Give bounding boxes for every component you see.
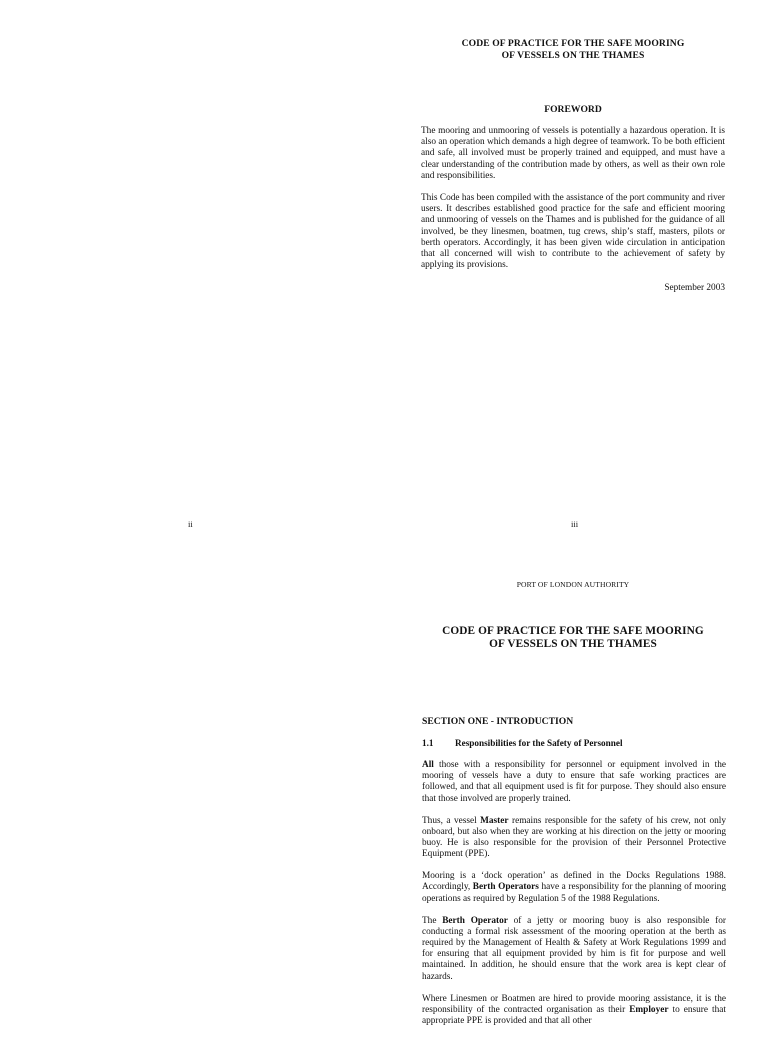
body-bold-term: Master bbox=[480, 815, 509, 826]
document-title bbox=[421, 38, 725, 61]
section-body bbox=[422, 760, 726, 1038]
main-title bbox=[421, 625, 725, 651]
body-text: of a jetty or mooring buoy is also responsible for conducting a formal risk assessment of the mooring operation at the berth as required by the Management of Health & Safety at Work Regulations 1999 and for ensuring that all equipment provided by him is fit for purpose and well maintained. In addition, he should ensure that the work area is kept clear of hazards. bbox=[422, 915, 727, 982]
body-text: remains responsible for the safety of his crew, not only onboard, but also when they are working at his direction on the jetty or mooring buoy. He is also responsible for the provision of their Personnel Protective Equipment (PPE). bbox=[422, 815, 726, 860]
foreword-paragraph-2: This Code has been compiled with the assistance of the port community and river users. It describes established good practice for the safe and efficient mooring and unmooring of vessels on the Thames and is published for the guidance of all involved, be they linesmen, boatmen, tug crews, ship’s staff, masters, pilots or berth operators. Accordingly, it has been given wide circulation in anticipation that all concerned will wish to contribute to the achievement of safety by applying its provisions. bbox=[421, 193, 725, 271]
body-bold-term: All bbox=[422, 760, 434, 770]
body-text: Mooring is a ‘dock operation’ as defined in the Docks Regulations 1988. Accordingly, bbox=[422, 871, 726, 893]
foreword-paragraph-1: The mooring and unmooring of vessels is potentially a hazardous operation. It is also an operation which demands a high degree of teamwork. To be both efficient and safe, all involved must be properly trained and equipped, and must have a clear understanding of the contribution made by others, as well as their own role and responsibilities. bbox=[421, 126, 725, 181]
body-text: have a responsibility for the planning of mooring operations as required by Regulation 5 of the 1988 Regulations. bbox=[422, 882, 727, 904]
body-text: those with a responsibility for personnel or equipment involved in the mooring of vessels have a duty to ensure that safe working practices are followed, and that all equipment used is fit for purpose. They should also ensure that those involved are properly trained. bbox=[422, 760, 726, 804]
body-paragraph-1 bbox=[422, 760, 726, 805]
section-heading: SECTION ONE - INTRODUCTION bbox=[422, 716, 574, 727]
title-line-2: OF VESSELS ON THE THAMES bbox=[501, 49, 645, 61]
main-title-line-2: OF VESSELS ON THE THAMES bbox=[489, 638, 657, 651]
foreword-heading: FOREWORD bbox=[544, 104, 602, 115]
body-paragraph-3 bbox=[422, 871, 726, 905]
body-text: to ensure that appropriate PPE is provided and that all other bbox=[422, 1004, 726, 1027]
body-paragraph-4 bbox=[422, 916, 726, 983]
body-bold-term: Berth Operator bbox=[442, 915, 508, 926]
body-bold-term: Employer bbox=[629, 1004, 669, 1015]
page-number-right: iii bbox=[571, 519, 579, 529]
body-bold-term: Berth Operators bbox=[472, 882, 539, 893]
main-title-line-1: CODE OF PRACTICE FOR THE SAFE MOORING bbox=[442, 625, 704, 637]
page-number-left: ii bbox=[188, 519, 193, 529]
body-text: The bbox=[422, 915, 443, 926]
subsection-heading bbox=[422, 738, 726, 748]
title-line-1: CODE OF PRACTICE FOR THE SAFE MOORING bbox=[461, 38, 685, 49]
foreword-body bbox=[421, 126, 725, 282]
publisher-header: PORT OF LONDON AUTHORITY bbox=[516, 580, 630, 589]
subsection-title: Responsibilities for the Safety of Personnel bbox=[455, 738, 623, 748]
body-paragraph-2 bbox=[422, 816, 726, 861]
body-text: Thus, a vessel bbox=[422, 815, 481, 826]
body-paragraph-5 bbox=[422, 994, 726, 1028]
body-text: Where Linesmen or Boatmen are hired to provide mooring assistance, it is the responsibility of the contracted organisation as their bbox=[422, 993, 726, 1015]
subsection-number: 1.1 bbox=[422, 738, 434, 748]
foreword-date: September 2003 bbox=[664, 283, 725, 293]
